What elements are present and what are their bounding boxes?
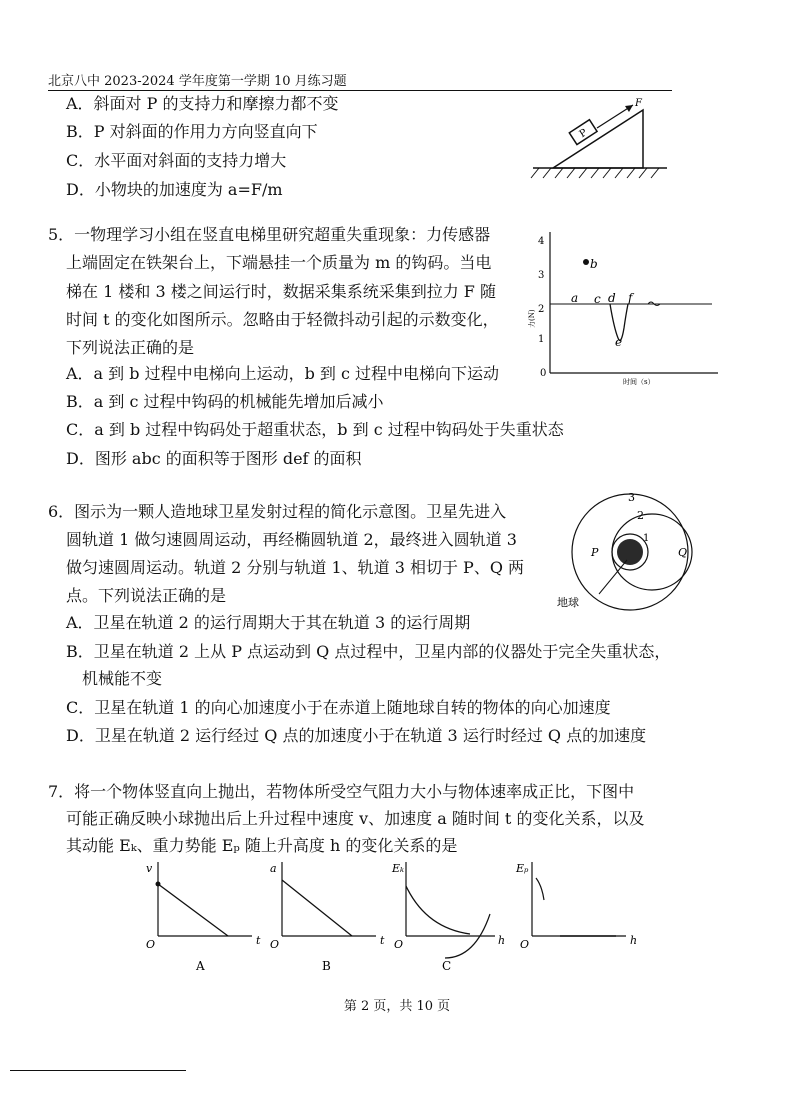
point-b-dot xyxy=(583,259,589,265)
graph-c xyxy=(391,862,505,973)
q6-option-b-cont: 机械能不变 xyxy=(82,669,163,688)
y-tick-2: 2 xyxy=(538,304,545,315)
q5-option-c: C．a 到 b 过程中钩码处于超重状态，b 到 c 过程中钩码处于失重状态 xyxy=(66,420,564,439)
graph-b xyxy=(270,862,385,973)
point-c: c xyxy=(594,292,601,306)
q6-stem-1: 6．图示为一颗人造地球卫星发射过程的简化示意图。卫星先进入 xyxy=(48,502,507,521)
ground-hatch xyxy=(531,168,659,178)
q6-option-d: D．卫星在轨道 2 运行经过 Q 点的加速度小于在轨道 3 运行时经过 Q 点的加速度 xyxy=(66,726,647,745)
q7-graphs xyxy=(140,858,660,976)
graph-a-ylabel: v xyxy=(146,862,153,875)
q6-stem-4: 点。下列说法正确的是 xyxy=(66,586,227,605)
header-rule xyxy=(48,90,672,91)
graph-c-curve xyxy=(406,886,470,934)
point-a: a xyxy=(571,291,579,305)
q7-stem-3: 其动能 Eₖ、重力势能 Eₚ 随上升高度 h 的变化关系的是 xyxy=(66,836,458,855)
q5-stem-5: 下列说法正确的是 xyxy=(66,338,195,357)
q5-stem-4: 时间 t 的变化如图所示。忽略由于轻微抖动引起的示数变化， xyxy=(66,310,499,329)
y-tick-4: 4 xyxy=(538,236,545,247)
q5-stem-2: 上端固定在铁架台上，下端悬挂一个质量为 m 的钩码。当电 xyxy=(66,253,492,272)
force-time-graph xyxy=(528,228,728,388)
orbit-label-1: 1 xyxy=(643,533,650,544)
graph-c-label: C xyxy=(442,959,452,973)
graph-b-ylabel: a xyxy=(270,862,277,875)
graph-d-ylabel: Eₚ xyxy=(516,862,529,875)
q6-option-b: B．卫星在轨道 2 上从 P 点运动到 Q 点过程中，卫星内部的仪器处于完全失重状态， xyxy=(66,642,671,661)
q7-stem-1: 7．将一个物体竖直向上抛出，若物体所受空气阻力大小与物体速率成正比，下图中 xyxy=(48,782,635,801)
graph-d-origin: O xyxy=(520,938,530,951)
page-header: 北京八中 2023-2024 学年度第一学期 10 月练习题 xyxy=(48,74,347,89)
q4-option-d: D．小物块的加速度为 a=F/m xyxy=(66,180,283,199)
force-arrowhead xyxy=(625,105,633,112)
q4-option-a: A．斜面对 P 的支持力和摩擦力都不变 xyxy=(66,94,339,113)
force-label: F xyxy=(635,98,642,109)
point-p-label: P xyxy=(591,546,599,559)
q5-option-d: D．图形 abc 的面积等于图形 def 的面积 xyxy=(66,449,362,468)
q5-stem-3: 梯在 1 楼和 3 楼之间运行时，数据采集系统采集到拉力 F 随 xyxy=(66,282,496,301)
graph-a-origin: O xyxy=(146,938,156,951)
point-q-label: Q xyxy=(678,546,688,559)
graph-a xyxy=(146,862,261,973)
incline-figure xyxy=(525,92,675,187)
graph-d xyxy=(515,862,637,951)
orbit-label-3: 3 xyxy=(628,491,635,504)
block-p xyxy=(569,120,597,145)
graph-d-xlabel: h xyxy=(630,934,638,947)
q6-stem-2: 圆轨道 1 做匀速圆周运动，再经椭圆轨道 2，最终进入圆轨道 3 xyxy=(66,530,517,549)
y-tick-0: 0 xyxy=(540,368,547,379)
orbit-label-2: 2 xyxy=(637,509,644,522)
graph-b-label: B xyxy=(322,959,331,973)
graph-c-origin: O xyxy=(394,938,404,951)
q4-option-c: C．水平面对斜面的支持力增大 xyxy=(66,151,287,170)
q6-stem-3: 做匀速圆周运动。轨道 2 分别与轨道 1、轨道 3 相切于 P、Q 两 xyxy=(66,558,525,577)
graph-c-ylabel: Eₖ xyxy=(392,862,405,875)
point-e: e xyxy=(615,335,623,349)
point-b: b xyxy=(590,257,598,271)
incline-wedge xyxy=(553,110,643,168)
y-tick-3: 3 xyxy=(538,270,545,281)
block-p-label: P xyxy=(577,127,590,141)
x-axis-label: 时间（s） xyxy=(623,378,655,386)
q5-option-a: A．a 到 b 过程中电梯向上运动，b 到 c 过程中电梯向下运动 xyxy=(66,364,500,383)
graph-b-line xyxy=(282,880,352,936)
q4-option-b: B．P 对斜面的作用力方向竖直向下 xyxy=(66,122,318,141)
footnote-rule xyxy=(10,1070,186,1071)
graph-b-origin: O xyxy=(270,938,280,951)
graph-b-xlabel: t xyxy=(380,934,385,947)
earth-label: 地球 xyxy=(557,596,579,609)
q6-option-a: A．卫星在轨道 2 的运行周期大于其在轨道 3 的运行周期 xyxy=(66,613,471,632)
orbit-diagram xyxy=(555,488,695,613)
q5-stem-1: 5．一物理学习小组在竖直电梯里研究超重失重现象：力传感器 xyxy=(48,225,491,244)
graph-c-xlabel: h xyxy=(498,934,506,947)
y-axis-label: 力(N) xyxy=(528,309,536,328)
page-footer: 第 2 页，共 10 页 xyxy=(343,999,451,1014)
point-d: d xyxy=(608,291,616,305)
q7-stem-2: 可能正确反映小球抛出后上升过程中速度 v、加速度 a 随时间 t 的变化关系，以及 xyxy=(66,809,645,828)
earth-pointer xyxy=(599,560,627,594)
point-f: f xyxy=(628,291,633,305)
graph-a-xlabel: t xyxy=(256,934,261,947)
graph-a-label: A xyxy=(196,959,205,973)
q6-option-c: C．卫星在轨道 1 的向心加速度小于在赤道上随地球自转的物体的向心加速度 xyxy=(66,698,611,717)
y-tick-1: 1 xyxy=(538,334,545,345)
graph-a-line xyxy=(158,884,228,936)
q5-option-b: B．a 到 c 过程中钩码的机械能先增加后减小 xyxy=(66,392,384,411)
earth-icon xyxy=(617,539,643,565)
graph-d-curve xyxy=(536,878,544,900)
